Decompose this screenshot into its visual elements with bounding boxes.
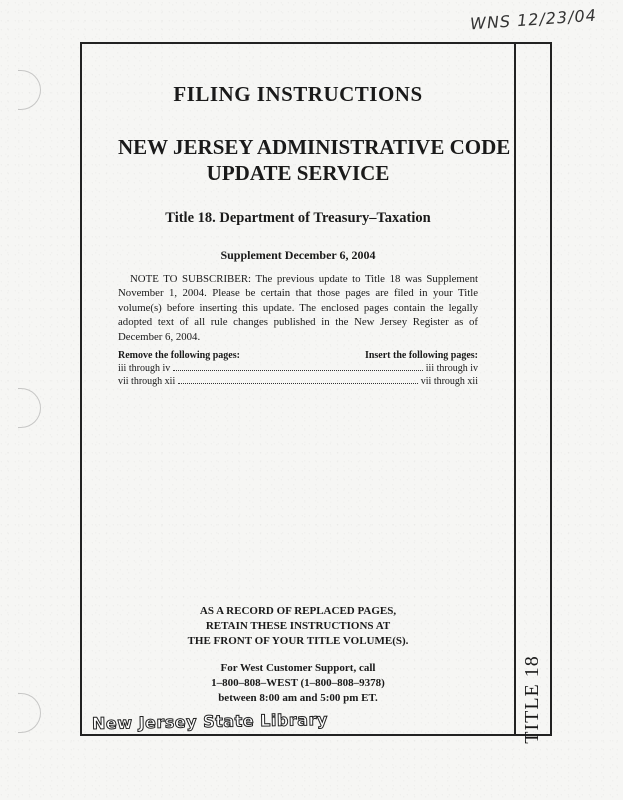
record-instructions xyxy=(118,604,478,649)
code-heading-line1: NEW JERSEY ADMINISTRATIVE CODE xyxy=(118,135,511,159)
title-heading: Title 18. Department of Treasury–Taxation xyxy=(165,210,431,226)
supplement-date: Supplement December 6, 2004 xyxy=(220,248,376,262)
page-replacement-table xyxy=(118,349,478,388)
record-line2: RETAIN THESE INSTRUCTIONS AT xyxy=(205,620,391,632)
support-hours: between 8:00 am and 5:00 pm ET. xyxy=(218,692,378,704)
insert-pages: iii through iv xyxy=(425,363,478,374)
subscriber-notice-text: NOTE TO SUBSCRIBER: The previous update to Title 18 was Supplement November 1, 2004. Please be certain that those pages are filed in your Title volume(s) before inserting this update. The enclosed pages contain the legally adopted text of all rule changes published in the New Jersey Register as of December 6, 2004. xyxy=(118,273,478,343)
dot-leader xyxy=(178,383,418,384)
customer-support xyxy=(118,661,478,706)
remove-pages-heading: Remove the following pages: xyxy=(118,350,240,361)
document-frame xyxy=(80,42,552,744)
page-table-header xyxy=(118,349,478,362)
subscriber-notice xyxy=(118,272,478,344)
insert-pages: vii through xii xyxy=(420,376,478,387)
library-stamp: New Jersey State Library xyxy=(91,709,328,734)
page-row xyxy=(118,375,478,388)
remove-pages: iii through iv xyxy=(118,363,171,374)
punch-hole-bottom xyxy=(18,693,41,733)
code-heading-line2: UPDATE SERVICE xyxy=(206,161,390,185)
record-line1: AS A RECORD OF REPLACED PAGES, xyxy=(199,605,397,617)
punch-hole-middle xyxy=(18,388,41,428)
record-line3: THE FRONT OF YOUR TITLE VOLUME(S). xyxy=(187,635,409,647)
punch-hole-top xyxy=(18,70,41,110)
page-row xyxy=(118,362,478,375)
handwritten-note: WNS 12/23/04 xyxy=(469,5,598,34)
title-tab-label: TITLE 18 xyxy=(520,654,543,744)
dot-leader xyxy=(173,370,423,371)
tab-divider xyxy=(514,44,516,734)
title-tab xyxy=(514,654,550,744)
support-line1: For West Customer Support, call xyxy=(220,662,376,674)
filing-instructions-heading: FILING INSTRUCTIONS xyxy=(173,82,423,106)
insert-pages-heading: Insert the following pages: xyxy=(364,350,478,361)
code-heading xyxy=(118,134,511,186)
remove-pages: vii through xii xyxy=(118,376,176,387)
support-phone: 1–800–808–WEST (1–800–808–9378) xyxy=(211,677,385,689)
